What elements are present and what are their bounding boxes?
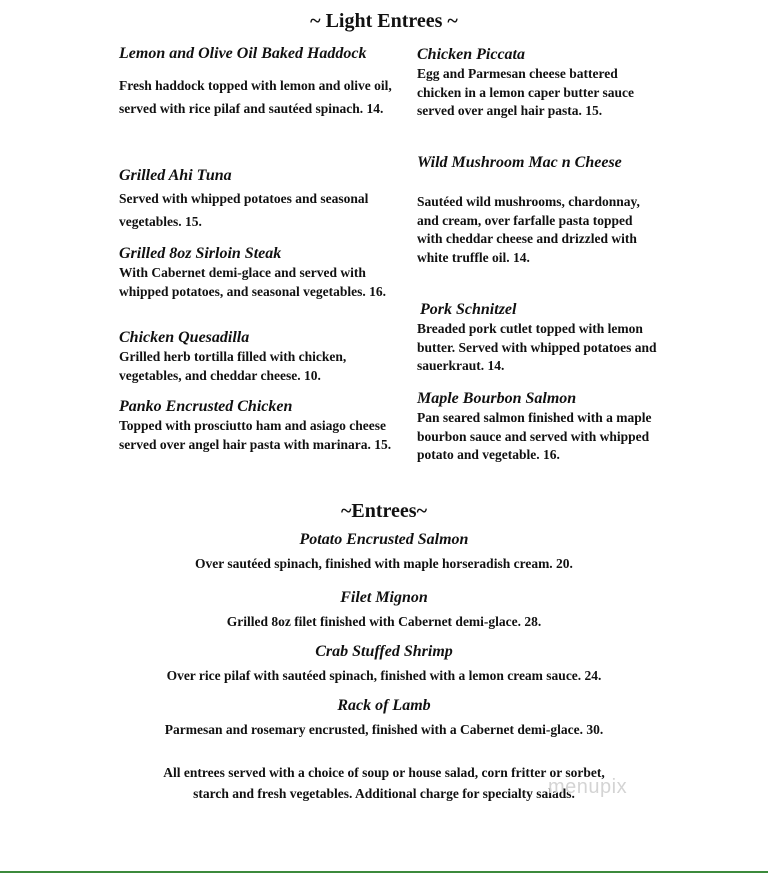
menu-item-description: Pan seared salmon finished with a maple bourbon sauce and served with whipped potato and vegetable. 16. xyxy=(417,410,652,463)
entree-item-name: Potato Encrusted Salmon xyxy=(299,531,469,548)
menu-item-name: Grilled Ahi Tuna xyxy=(119,167,232,184)
menu-item xyxy=(417,389,657,465)
entree-item-name: Rack of Lamb xyxy=(337,697,431,714)
menu-item-name: Chicken Quesadilla xyxy=(119,329,250,346)
light-entrees-heading: ~ Light Entrees ~ xyxy=(310,10,458,32)
menu-item xyxy=(119,166,407,233)
watermark: menupix xyxy=(548,776,628,798)
entree-item-name: Filet Mignon xyxy=(340,589,428,606)
entree-item-description: Over rice pilaf with sautéed spinach, finished with a lemon cream sauce. 24. xyxy=(166,668,602,683)
menu-item-description: With Cabernet demi-glace and served with whipped potatoes, and seasonal vegetables. 16. xyxy=(119,265,387,299)
menu-item-description: Fresh haddock topped with lemon and olive oil, served with rice pilaf and sautéed spinach. 14. xyxy=(119,78,392,116)
menu-item-description-block xyxy=(417,320,657,376)
entree-item-name: Crab Stuffed Shrimp xyxy=(315,643,453,660)
menu-item xyxy=(119,44,407,120)
entree-item-description: Parmesan and rosemary encrusted, finished with a Cabernet demi-glace. 30. xyxy=(164,722,604,737)
entree-item xyxy=(0,530,768,573)
menu-item-description: Served with whipped potatoes and seasonal vegetables. 15. xyxy=(119,191,369,229)
menu-item-name: Pork Schnitzel xyxy=(420,301,517,318)
menu-item-name: Wild Mushroom Mac n Cheese xyxy=(417,154,622,171)
menu-item xyxy=(119,328,407,385)
menu-item-description: Grilled herb tortilla filled with chicken, vegetables, and cheddar cheese. 10. xyxy=(119,349,347,383)
menu-item-name: Maple Bourbon Salmon xyxy=(417,390,577,407)
footer-line-2: starch and fresh vegetables. Additional charge for specialty salads. xyxy=(193,786,575,801)
menu-item-name: Lemon and Olive Oil Baked Haddock xyxy=(119,45,367,62)
menu-item-description: Topped with prosciutto ham and asiago cheese served over angel hair pasta with marinara. 15. xyxy=(119,418,392,452)
entree-item xyxy=(0,588,768,631)
menu-item-description: Sautéed wild mushrooms, chardonnay, and cream, over farfalle pasta topped with cheddar cheese and drizzled with white truffle oil. 14. xyxy=(417,194,640,266)
menu-item xyxy=(417,45,657,121)
menu-item-name: Chicken Piccata xyxy=(417,46,525,63)
menu-item xyxy=(119,397,407,454)
entree-item-description: Grilled 8oz filet finished with Cabernet demi-glace. 28. xyxy=(226,614,542,629)
entree-item xyxy=(0,642,768,685)
menu-item-description: Egg and Parmesan cheese battered chicken in a lemon caper butter sauce served over angel hair pasta. 15. xyxy=(417,66,634,119)
menu-footer-note xyxy=(0,762,768,804)
entree-item-description: Over sautéed spinach, finished with maple horseradish cream. 20. xyxy=(195,556,573,571)
entrees-heading: ~Entrees~ xyxy=(341,500,427,522)
menu-item-description: Breaded pork cutlet topped with lemon butter. Served with whipped potatoes and sauerkraut. 14. xyxy=(417,321,657,374)
menu-item xyxy=(420,300,657,320)
menu-item-name: Panko Encrusted Chicken xyxy=(119,398,293,415)
menu-item xyxy=(119,244,407,301)
footer-line-1: All entrees served with a choice of soup or house salad, corn fritter or sorbet, xyxy=(163,765,605,780)
menu-item xyxy=(417,153,657,268)
menu-item-name: Grilled 8oz Sirloin Steak xyxy=(119,245,282,262)
entree-item xyxy=(0,696,768,739)
